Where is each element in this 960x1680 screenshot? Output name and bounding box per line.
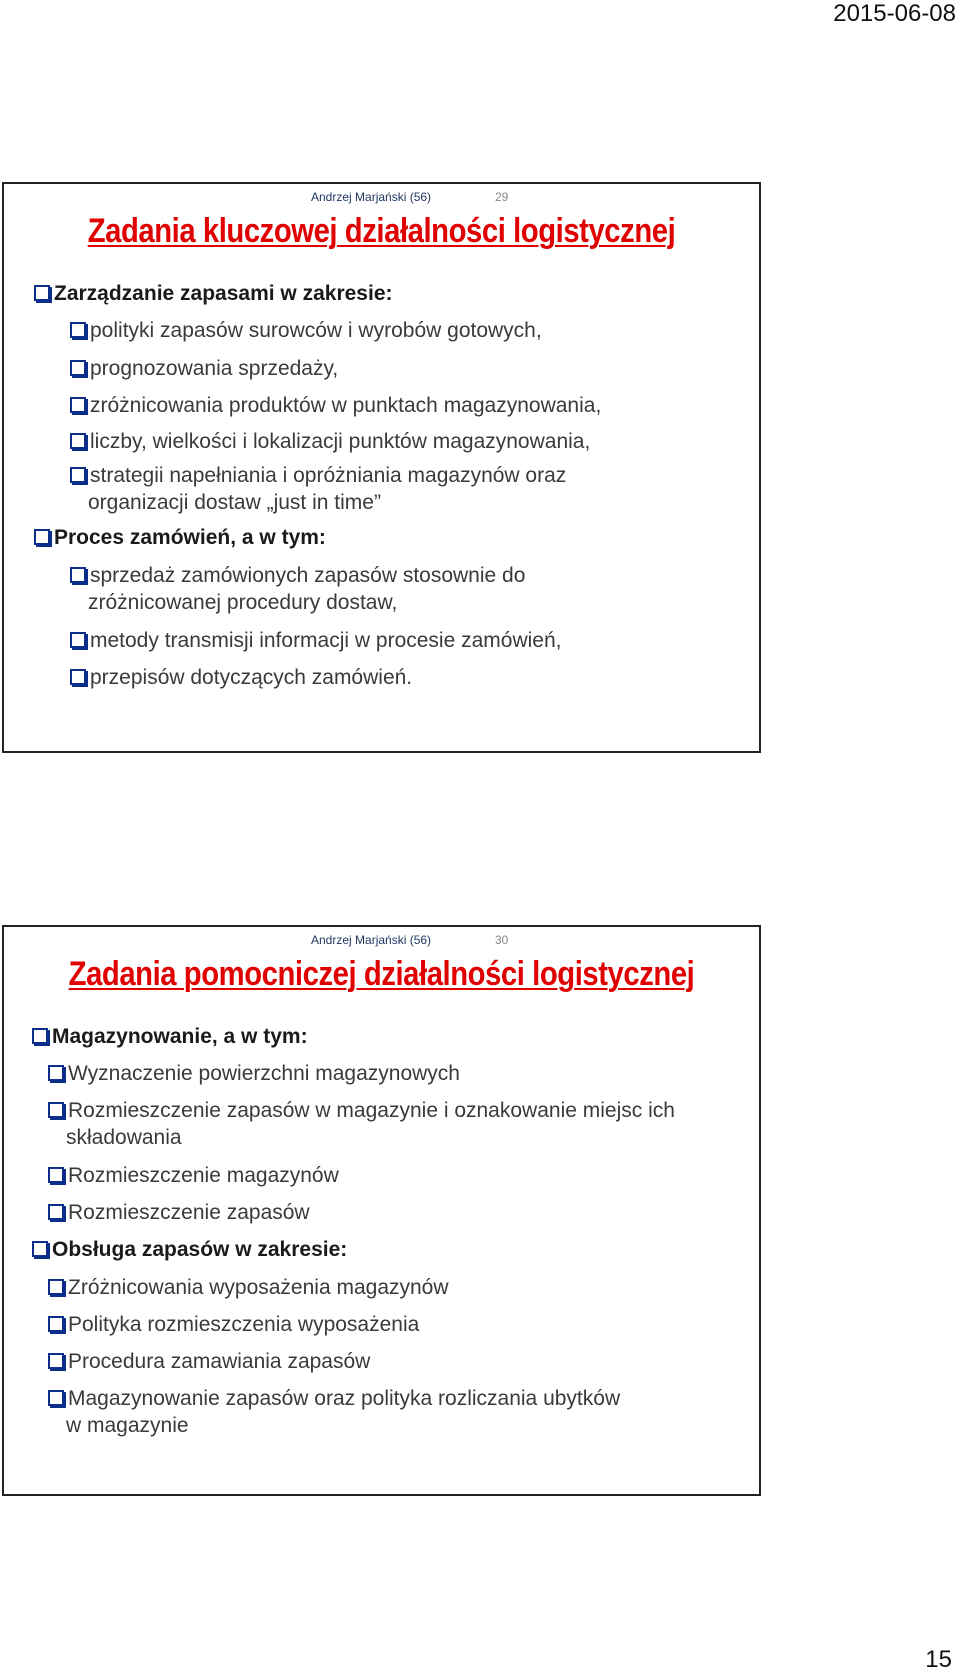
checkbox-bullet-icon [48, 1316, 64, 1332]
bullet-item [48, 1199, 310, 1226]
checkbox-bullet-icon [70, 632, 86, 648]
checkbox-bullet-icon [32, 1028, 48, 1044]
checkbox-bullet-icon [48, 1353, 64, 1369]
bullet-line: zróżnicowanej procedury dostaw, [88, 591, 398, 614]
slide-title: Zadania kluczowej działalności logistycznej [87, 212, 676, 250]
checkbox-bullet-icon [70, 397, 86, 413]
bullet-heading [32, 1236, 347, 1263]
bullet-item [48, 1311, 419, 1338]
slide-title: Zadania pomocniczej działalności logistycznej [68, 955, 695, 993]
checkbox-bullet-icon [70, 669, 86, 685]
bullet-item [48, 1385, 620, 1439]
bullet-line: Rozmieszczenie zapasów [68, 1201, 310, 1224]
bullet-text [90, 664, 412, 691]
bullet-text [68, 1274, 449, 1301]
slide-header [311, 933, 509, 947]
slide-30 [2, 925, 761, 1496]
checkbox-bullet-icon [48, 1204, 64, 1220]
bullet-line: metody transmisji informacji w procesie zamówień, [90, 629, 562, 652]
bullet-text [68, 1060, 460, 1087]
bullet-line: w magazynie [66, 1414, 189, 1437]
bullet-line: Rozmieszczenie zapasów w magazynie i oznakowanie miejsc ich [68, 1099, 675, 1122]
bullet-line: Zarządzanie zapasami w zakresie: [54, 282, 393, 305]
bullet-text [90, 562, 525, 616]
bullet-text [54, 280, 393, 307]
bullet-item [70, 428, 590, 455]
checkbox-bullet-icon [34, 285, 50, 301]
bullet-text [68, 1162, 339, 1189]
bullet-line: Polityka rozmieszczenia wyposażenia [68, 1313, 420, 1336]
bullet-line: zróżnicowania produktów w punktach magazynowania, [90, 394, 602, 417]
checkbox-bullet-icon [32, 1241, 48, 1257]
bullet-text [68, 1348, 370, 1375]
bullet-line: Wyznaczenie powierzchni magazynowych [68, 1062, 460, 1085]
checkbox-bullet-icon [34, 529, 50, 545]
bullet-line: polityki zapasów surowców i wyrobów gotowych, [90, 319, 542, 342]
checkbox-bullet-icon [48, 1279, 64, 1295]
bullet-text [68, 1199, 310, 1226]
slide-author: Andrzej Marjański (56) [311, 190, 432, 204]
bullet-text [90, 462, 566, 516]
bullet-text [68, 1097, 675, 1151]
checkbox-bullet-icon [70, 433, 86, 449]
bullet-line: Obsługa zapasów w zakresie: [52, 1238, 348, 1261]
bullet-line: prognozowania sprzedaży, [90, 357, 339, 380]
bullet-line: Rozmieszczenie magazynów [68, 1164, 339, 1187]
bullet-text [90, 392, 601, 419]
slide-29 [2, 182, 761, 753]
bullet-line: Proces zamówień, a w tym: [54, 526, 326, 549]
checkbox-bullet-icon [48, 1390, 64, 1406]
checkbox-bullet-icon [48, 1102, 64, 1118]
bullet-text [52, 1236, 347, 1263]
bullet-item [70, 627, 562, 654]
bullet-line: liczby, wielkości i lokalizacji punktów magazynowania, [90, 430, 591, 453]
bullet-item [70, 664, 412, 691]
bullet-item [48, 1274, 449, 1301]
slide-header [311, 190, 509, 204]
bullet-line: organizacji dostaw „just in time” [88, 491, 381, 514]
bullet-line: przepisów dotyczących zamówień. [90, 666, 413, 689]
slide-number: 30 [495, 933, 509, 947]
bullet-item [48, 1162, 339, 1189]
checkbox-bullet-icon [70, 467, 86, 483]
checkbox-bullet-icon [48, 1167, 64, 1183]
bullet-item [70, 317, 542, 344]
bullet-text [90, 317, 542, 344]
checkbox-bullet-icon [70, 322, 86, 338]
bullet-item [70, 562, 525, 616]
slide-author: Andrzej Marjański (56) [311, 933, 432, 947]
bullet-line: Magazynowanie, a w tym: [52, 1025, 308, 1048]
checkbox-bullet-icon [70, 567, 86, 583]
bullet-item [48, 1060, 460, 1087]
bullet-text [52, 1023, 308, 1050]
bullet-text [68, 1311, 419, 1338]
bullet-item [48, 1348, 370, 1375]
bullet-heading [34, 524, 326, 551]
bullet-heading [34, 280, 393, 307]
bullet-text [90, 627, 562, 654]
bullet-item [70, 462, 566, 516]
bullet-text [68, 1385, 620, 1439]
bullet-item [70, 392, 601, 419]
bullet-item [48, 1097, 675, 1151]
checkbox-bullet-icon [48, 1065, 64, 1081]
bullet-line: Procedura zamawiania zapasów [68, 1350, 371, 1373]
bullet-line: Magazynowanie zapasów oraz polityka rozliczania ubytków [68, 1387, 621, 1410]
bullet-item [70, 355, 338, 382]
bullet-line: strategii napełniania i opróżniania magazynów oraz [90, 464, 567, 487]
bullet-line: składowania [66, 1126, 182, 1149]
slide-number: 29 [495, 190, 509, 204]
bullet-heading [32, 1023, 308, 1050]
checkbox-bullet-icon [70, 360, 86, 376]
bullet-text [90, 428, 590, 455]
page-date: 2015-06-08 [833, 0, 956, 27]
bullet-text [54, 524, 326, 551]
page-number: 15 [925, 1646, 952, 1673]
bullet-text [90, 355, 338, 382]
bullet-line: Zróżnicowania wyposażenia magazynów [68, 1276, 449, 1299]
bullet-line: sprzedaż zamówionych zapasów stosownie do [90, 564, 526, 587]
